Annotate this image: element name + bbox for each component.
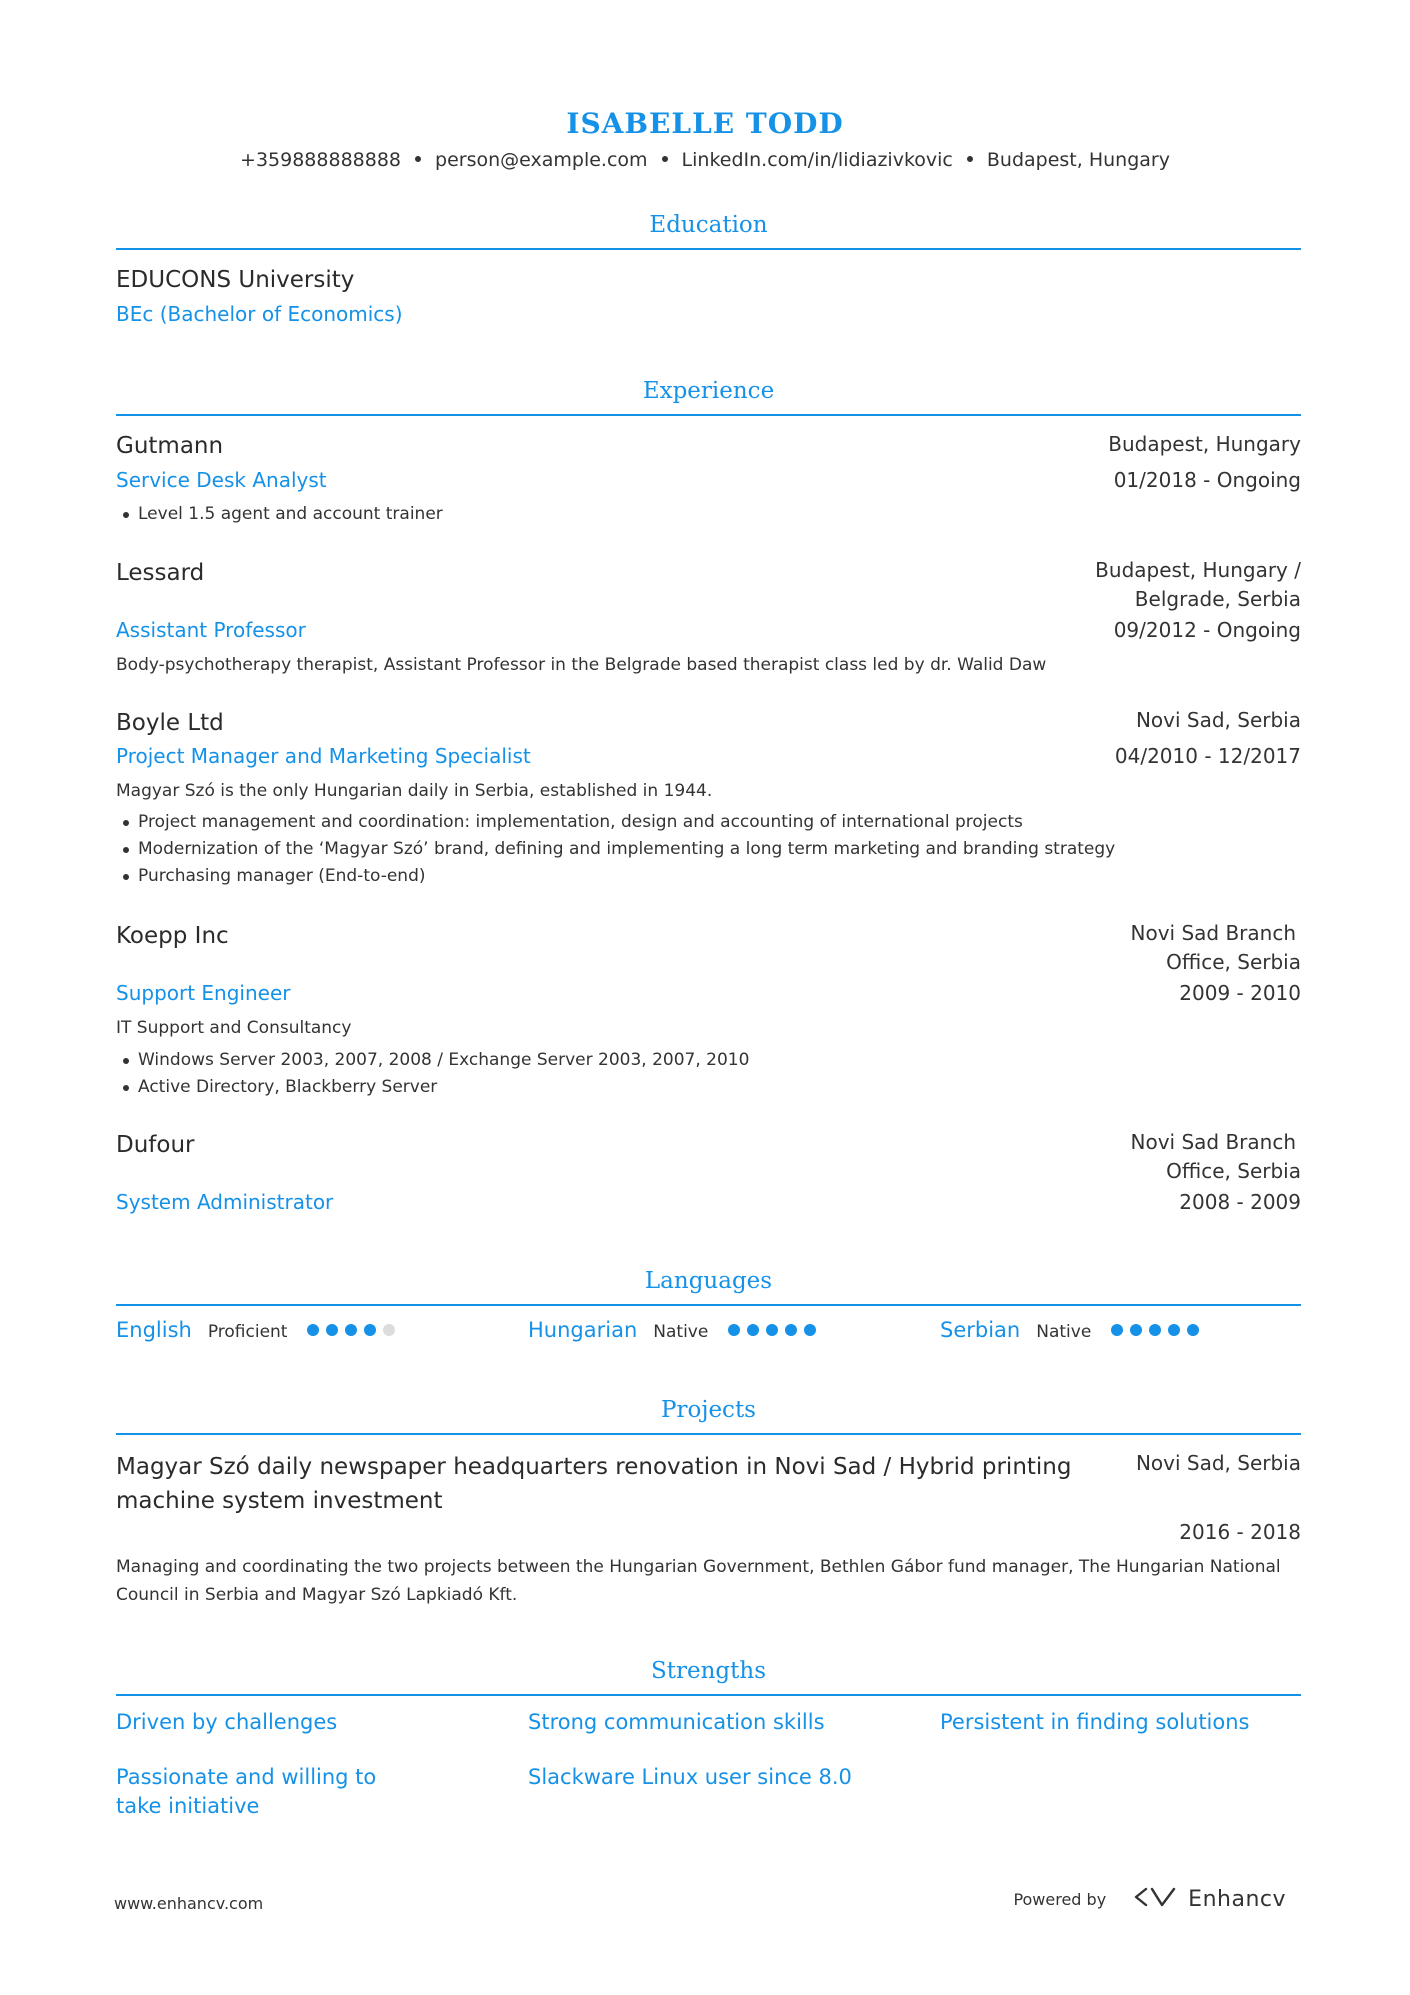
brand-name: Enhancv xyxy=(1188,1886,1286,1912)
list-item: Purchasing manager (End-to-end) xyxy=(116,863,1115,890)
job-location: Budapest, Hungary xyxy=(1108,432,1301,456)
rating-dot-filled xyxy=(747,1324,759,1336)
project-location: Novi Sad, Serbia xyxy=(1135,1451,1301,1475)
company-name: Koepp Inc xyxy=(116,923,229,949)
section-title-strengths: Strengths xyxy=(651,1658,766,1684)
rating-dot-filled xyxy=(1149,1324,1161,1336)
project-name xyxy=(116,1450,1072,1518)
separator-dot xyxy=(415,156,421,162)
email: person@example.com xyxy=(435,149,648,171)
rating-dot-filled xyxy=(345,1324,357,1336)
job-bullets xyxy=(116,501,443,528)
section-divider xyxy=(116,414,1301,416)
rating-dot-filled xyxy=(326,1324,338,1336)
job-description: IT Support and Consultancy xyxy=(116,1018,352,1038)
job-title: System Administrator xyxy=(116,1190,334,1214)
job-description: Body-psychotherapy therapist, Assistant Professor in the Belgrade based therapist class led by dr. Walid Daw xyxy=(116,655,1047,675)
language-rating xyxy=(307,1324,402,1336)
project-name-line: machine system investment xyxy=(116,1488,443,1514)
phone: +359888888888 xyxy=(240,149,402,171)
job-dates: 09/2012 - Ongoing xyxy=(1113,618,1301,642)
job-bullets xyxy=(116,809,1115,890)
enhancv-logo-icon xyxy=(1132,1885,1178,1913)
job-title: Support Engineer xyxy=(116,981,291,1005)
job-location: Novi Sad, Serbia xyxy=(1135,708,1301,732)
rating-dot-filled xyxy=(1187,1324,1199,1336)
language-item xyxy=(528,1318,823,1342)
project-description xyxy=(116,1553,1281,1609)
list-item: Level 1.5 agent and account trainer xyxy=(116,501,443,528)
footer-branding xyxy=(1013,1885,1286,1913)
language-level: Native xyxy=(653,1322,709,1342)
job-dates: 01/2018 - Ongoing xyxy=(1113,468,1301,492)
rating-dot-filled xyxy=(364,1324,376,1336)
section-title-education: Education xyxy=(649,212,768,238)
separator-dot xyxy=(662,156,668,162)
language-name: English xyxy=(116,1318,192,1342)
rating-dot-filled xyxy=(1111,1324,1123,1336)
job-location: Office, Serbia xyxy=(1166,950,1301,974)
company-name: Lessard xyxy=(116,560,205,586)
job-title: Assistant Professor xyxy=(116,618,306,642)
language-level: Proficient xyxy=(207,1322,288,1342)
resume-header xyxy=(0,104,1410,174)
footer-website[interactable]: www.enhancv.com xyxy=(114,1894,264,1913)
section-title-projects: Projects xyxy=(661,1397,756,1423)
section-divider xyxy=(116,1304,1301,1306)
section-divider xyxy=(116,248,1301,250)
strength-item: Strong communication skills xyxy=(528,1710,825,1734)
section-divider xyxy=(116,1694,1301,1696)
project-name-line: Magyar Szó daily newspaper headquarters renovation in Novi Sad / Hybrid printing xyxy=(116,1454,1072,1480)
rating-dot-filled xyxy=(728,1324,740,1336)
job-dates: 04/2010 - 12/2017 xyxy=(1114,744,1301,768)
company-name: Dufour xyxy=(116,1132,195,1158)
company-name: Boyle Ltd xyxy=(116,710,224,736)
strength-item: Passionate and willing to take initiative xyxy=(116,1765,377,1818)
project-description-line: Council in Serbia and Magyar Szó Lapkiadó Kft. xyxy=(116,1585,518,1605)
job-description: Magyar Szó is the only Hungarian daily in Serbia, established in 1944. xyxy=(116,781,713,801)
rating-dot-filled xyxy=(307,1324,319,1336)
list-item: Active Directory, Blackberry Server xyxy=(116,1074,749,1101)
language-name: Hungarian xyxy=(528,1318,638,1342)
rating-dot-filled xyxy=(785,1324,797,1336)
job-title: Service Desk Analyst xyxy=(116,468,327,492)
section-title-experience: Experience xyxy=(642,378,775,404)
strength-item: Persistent in finding solutions xyxy=(940,1710,1250,1734)
contact-line xyxy=(0,146,1410,174)
strength-item: Slackware Linux user since 8.0 xyxy=(528,1765,852,1789)
powered-by-label: Powered by xyxy=(1013,1889,1107,1909)
job-location: Novi Sad Branch xyxy=(1130,1130,1296,1154)
job-location: Office, Serbia xyxy=(1166,1159,1301,1183)
language-level: Native xyxy=(1036,1322,1092,1342)
rating-dot-empty xyxy=(383,1324,395,1336)
project-description-line: Managing and coordinating the two projects between the Hungarian Government, Bethlen Gábor fund manager, The Hungarian National xyxy=(116,1557,1281,1577)
language-rating xyxy=(1111,1324,1206,1336)
language-rating xyxy=(728,1324,823,1336)
language-item xyxy=(940,1318,1206,1342)
linkedin: LinkedIn.com/in/lidiazivkovic xyxy=(681,149,953,171)
degree: BEc (Bachelor of Economics) xyxy=(116,302,403,326)
rating-dot-filled xyxy=(1130,1324,1142,1336)
list-item: Windows Server 2003, 2007, 2008 / Exchange Server 2003, 2007, 2010 xyxy=(116,1047,749,1074)
strength-item: Driven by challenges xyxy=(116,1710,338,1734)
list-item: Modernization of the ‘Magyar Szó’ brand, defining and implementing a long term marketing and branding strategy xyxy=(116,836,1115,863)
project-dates: 2016 - 2018 xyxy=(1179,1520,1301,1544)
language-name: Serbian xyxy=(940,1318,1021,1342)
section-divider xyxy=(116,1433,1301,1435)
candidate-name: ISABELLE TODD xyxy=(566,107,844,140)
separator-dot xyxy=(967,156,973,162)
section-title-languages: Languages xyxy=(644,1268,773,1294)
job-location: Novi Sad Branch xyxy=(1130,921,1296,945)
school-name: EDUCONS University xyxy=(116,267,355,293)
job-dates: 2009 - 2010 xyxy=(1179,981,1301,1005)
job-bullets xyxy=(116,1047,749,1101)
location: Budapest, Hungary xyxy=(986,149,1170,171)
rating-dot-filled xyxy=(1168,1324,1180,1336)
job-title: Project Manager and Marketing Specialist xyxy=(116,744,531,768)
job-dates: 2008 - 2009 xyxy=(1179,1190,1301,1214)
job-location: Budapest, Hungary / xyxy=(1095,558,1301,582)
company-name: Gutmann xyxy=(116,433,224,459)
language-item xyxy=(116,1318,402,1342)
rating-dot-filled xyxy=(804,1324,816,1336)
job-location: Belgrade, Serbia xyxy=(1134,587,1301,611)
list-item: Project management and coordination: implementation, design and accounting of international projects xyxy=(116,809,1115,836)
rating-dot-filled xyxy=(766,1324,778,1336)
